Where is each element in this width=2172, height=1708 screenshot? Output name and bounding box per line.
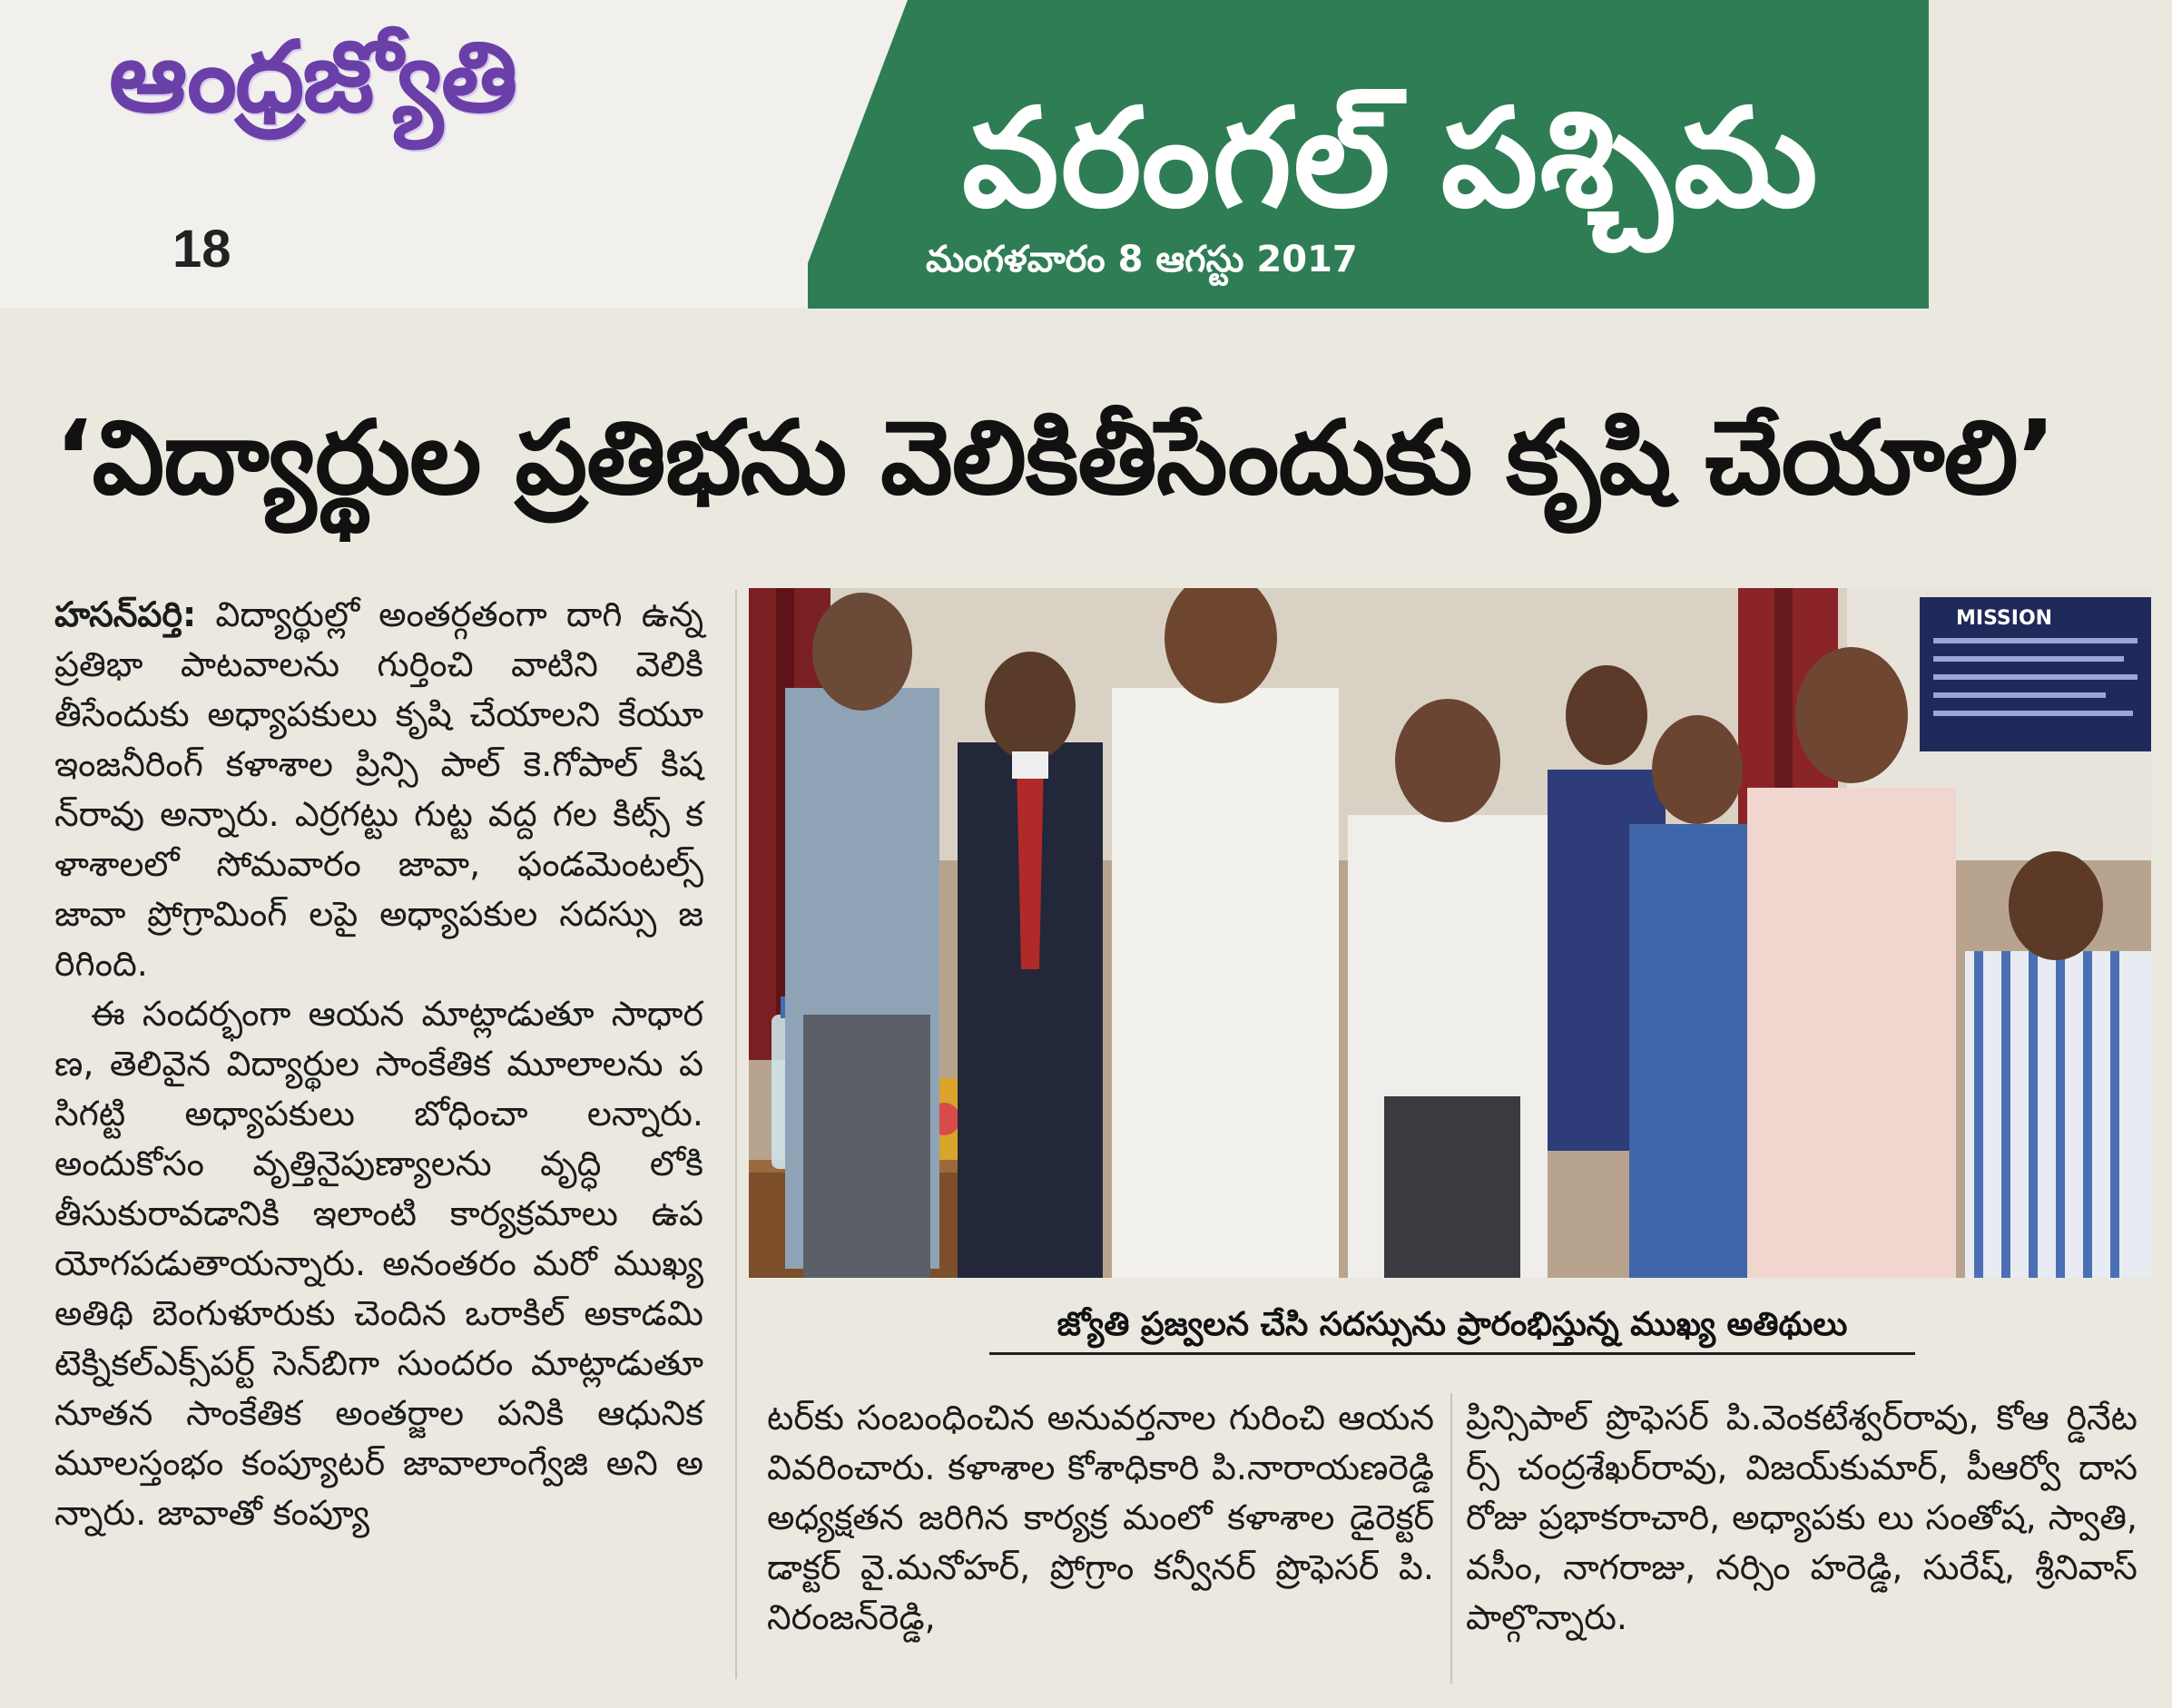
article-column-left <box>54 590 703 1679</box>
article-column-middle: టర్‌కు సంబంధించిన అనువర్తనాల గురించి ఆయన వివరించారు. కళాశాల కోశాధికారి పి.నారాయణరెడ్డి అధ్యక్షతన జరిగిన కార్యక్ర మంలో కళాశాల డైరెక్టర్ డాక్టర్ వై.మనోహర్, ప్రోగ్రాం కన్వీనర్ ప్రొఫెసర్ పి.నిరంజన్‌రెడ్డి, <box>767 1398 1434 1637</box>
issue-date: మంగళవారం 8 ఆగస్టు 2017 <box>926 239 1358 280</box>
article-column-right: ప్రిన్సిపాల్ ప్రొఫెసర్ పి.వెంకటేశ్వర్‌రావు, కోఆ ర్డినేటర్స్ చంద్రశేఖర్‌రావు, విజయ్‌కుమార్, పీఆర్వో దాసరోజు ప్రభాకరాచారి, అధ్యాపకు లు సంతోష, స్వాతి, వసీం, నాగరాజు, నర్సిం హరెడ్డి, సురేష్, శ్రీనివాస్ పాల్గొన్నారు. <box>1466 1398 2138 1637</box>
masthead <box>0 0 1929 309</box>
event-photo <box>749 588 2151 1278</box>
article-headline: ‘విద్యార్థుల ప్రతిభను వెలికితీసేందుకు కృషి చేయాలి’ <box>54 399 2056 517</box>
page-number: 18 <box>172 220 231 279</box>
mission-banner-text: MISSION <box>1956 607 2053 630</box>
column-divider <box>1450 1393 1452 1683</box>
caption-underline <box>989 1352 1915 1355</box>
article-paragraph-1: విద్యార్థుల్లో అంతర్గతంగా దాగి ఉన్న ప్రతిభా పాటవాలను గుర్తించి వాటిని వెలికి తీసేందుకు అధ్యాపకులు కృషి చేయాలని కేయూ ఇంజనీరింగ్ కళాశాల ప్రిన్సి పాల్ కె.గోపాల్ కిషన్‌రావు అన్నారు. ఎర్రగట్టు గుట్ట వద్ద గల కిట్స్ కళాశాలలో సోమవారం జావా, ఫండమెంటల్స్ జావా ప్రోగ్రామింగ్ లపై అధ్యాపకుల సదస్సు జరిగింది. <box>54 594 703 984</box>
newspaper-logo: ఆంధ్రజ్యోతి <box>109 20 516 134</box>
column-divider <box>735 590 737 1679</box>
article-paragraph-2: ఈ సందర్భంగా ఆయన మాట్లాడుతూ సాధారణ, తెలివైన విద్యార్థుల సాంకేతిక మూలాలను పసిగట్టి అధ్యాపకులు బోధించా లన్నారు. అందుకోసం వృత్తినైపుణ్యాలను వృద్ధి లోకి తీసుకురావడానికి ఇలాంటి కార్యక్రమాలు ఉపయోగపడుతాయన్నారు. అనంతరం మరో ముఖ్య అతిథి బెంగుళూరుకు చెందిన ఒరాకిల్ అకాడమి టెక్నికల్‌ఎక్స్‌పర్ట్ సెన్‌బిగా సుందరం మాట్లాడుతూ నూతన సాంకేతిక అంతర్జాల పనికి ఆధునిక మూలస్తంభం కంప్యూటర్ జావాలాంగ్వేజి అని అన్నారు. జావాతో కంప్యూ <box>54 994 703 1533</box>
lamp-lighting-photo <box>749 588 2151 1278</box>
article-dateline: హసన్‌పర్తి: <box>54 594 197 634</box>
edition-title: వరంగల్ పశ్చిమ <box>962 80 1820 238</box>
photo-caption: జ్యోతి ప్రజ్వలన చేసి సదస్సును ప్రారంభిస్తున్న ముఖ్య అతిథులు <box>1057 1306 1848 1343</box>
